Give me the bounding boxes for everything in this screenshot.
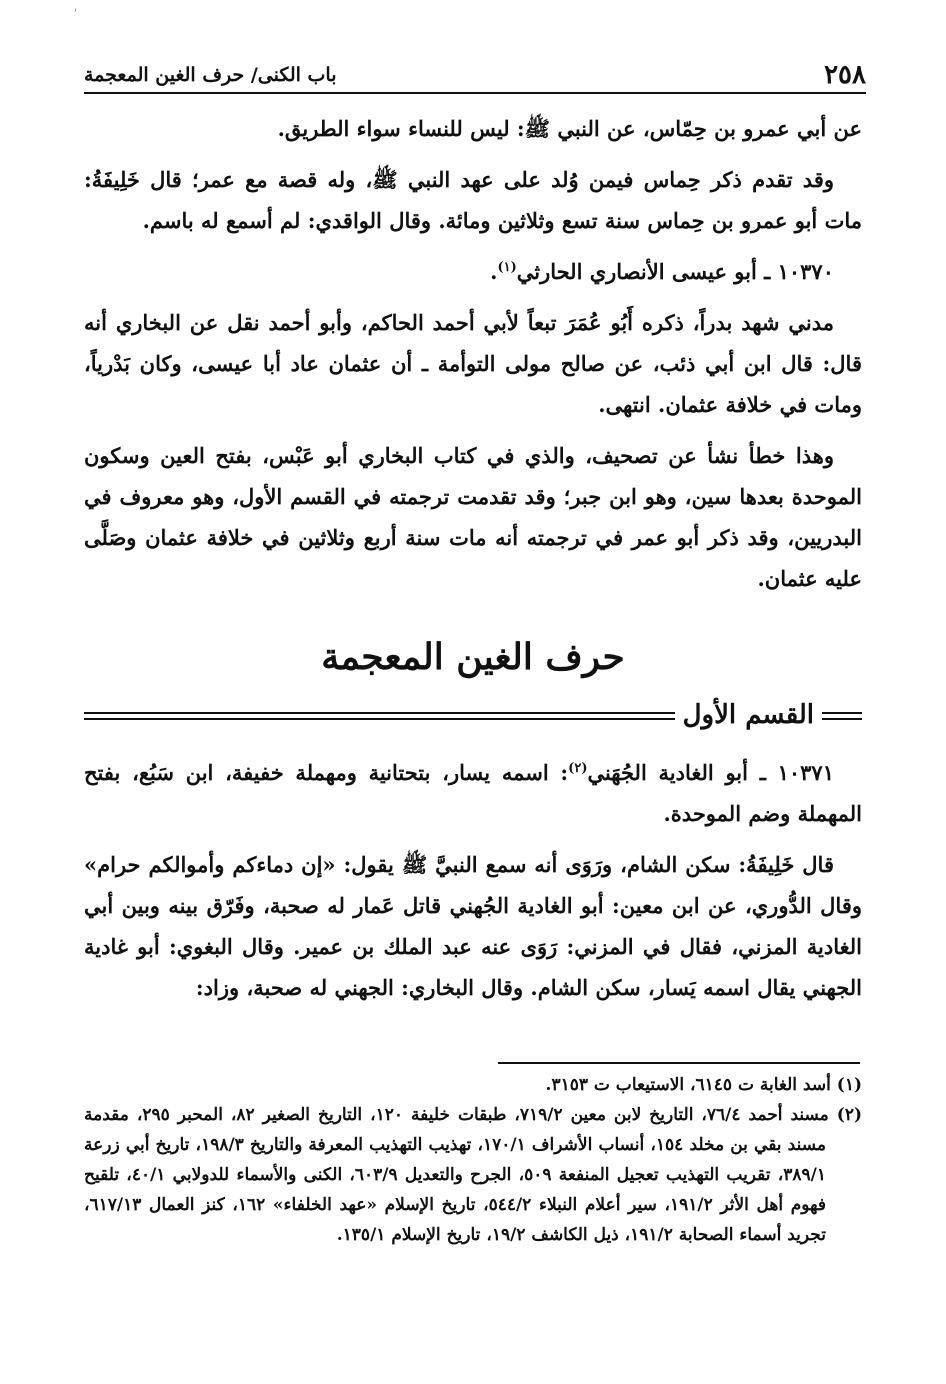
paragraph: وقد تقدم ذكر حِماس فيمن وُلد على عهد النبي ﷺ، وله قصة مع عمر؛ قال خَلِيفَةُ: مات أبو عمرو بن حِماس سنة تسع وثلاثين ومائة. وقال الواقدي: لم أسمع له باسم. <box>84 167 862 233</box>
running-head: باب الكنى/ حرف الغين المعجمة <box>84 64 337 86</box>
main-text <box>84 108 862 1018</box>
entry-title: ١٠٣٧٠ ـ أبو عيسى الأنصاري الحارثي <box>516 259 834 284</box>
entry-heading <box>84 251 862 292</box>
paragraph: وهذا خطأ نشأ عن تصحيف، والذي في كتاب البخاري أبو عَبْس، بفتح العين وسكون الموحدة بعدها سين، وهو ابن جبر؛ وقد تقدمت ترجمته في القسم الأول، وهو معروف في البدريين، وقد ذكر أبو عمر في ترجمته أنه مات سنة أربع وثلاثين في خلافة عثمان وصَلَّى عليه عثمان. <box>84 443 862 591</box>
divider <box>822 712 862 720</box>
letter-title: حرف الغين المعجمة <box>321 636 625 678</box>
section-heading <box>84 695 862 736</box>
corner-mark: ' <box>74 8 77 19</box>
paragraph: عن أبي عمرو بن حِمّاس، عن النبي ﷺ: ليس للنساء سواء الطريق. <box>277 116 862 141</box>
entry-tail: : اسمه يسار، بتحتانية ومهملة خفيفة، ابن سَبُع، بفتح المهملة وضم الموحدة. <box>84 760 862 826</box>
footnote: (٢) مسند أحمد ٧٦/٤، التاريخ لابن معين ٧١٩/٢، طبقات خليفة ١٢٠، التاريخ الصغير ٨٢، المحبر ٢٩٥، مقدمة مسند بقي بن مخلد ١٥٤، أنساب الأشراف ١٧٠/١، تهذيب التهذيب المعرفة والتاريخ ١٩٨/٣، تاريخ أبي زرعة ٣٨٩/١، تقريب التهذيب تعجيل المنفعة ٥٠٩، الجرح والتعديل ٦٠٣/٩، الكنى والأسماء للدولابي ٤٠/١، تلقيح فهوم أهل الأثر ١٩١/٢، سير أعلام النبلاء ٥٤٤/٢، تاريخ الإسلام «عهد الخلفاء» ١٦٢، كنز العمال ٦١٧/١٣، تجريد أسماء الصحابة ١٩١/٢، ذيل الكاشف ١٩/٢، تاريخ الإسلام ١٣٥/١. <box>84 1105 862 1245</box>
footnote-ref: (١) <box>497 260 517 275</box>
footnote: (١) أسد الغابة ت ٦١٤٥، الاستيعاب ت ٣١٥٣. <box>545 1075 862 1095</box>
page-number: ٢٥٨ <box>824 60 866 90</box>
entry-title: ١٠٣٧١ ـ أبو الغادية الجُهَني <box>587 760 834 785</box>
entry-tail: . <box>490 259 498 284</box>
footnote-divider <box>498 1062 860 1064</box>
paragraph: مدني شهد بدراً، ذكره أَبُو عُمَرَ تبعاً لأبي أحمد الحاكم، وأبو أحمد نقل عن البخاري أنه قال: قال ابن أبي ذئب، عن صالح مولى التوأمة ـ أن عثمان عاد أبا عيسى، وكان بَدْرياً، ومات في خلافة عثمان. انتهى. <box>84 310 862 417</box>
entry-paragraph <box>84 752 862 834</box>
divider <box>84 712 675 720</box>
footnotes <box>84 1070 862 1250</box>
paragraph: قال خَلِيفَةُ: سكن الشام، ورَوَى أنه سمع النبيَّ ﷺ يقول: «إن دماءكم وأموالكم حرام» وقال الدُّوري، عن ابن معين: أبو الغادية الجُهني قاتل عَمار له صحبة، وفَرّق بينه وبين أبي الغادية المزني، فقال في المزني: رَوَى عنه عبد الملك بن عمير. وقال البغوي: أبو غادية الجهني يقال اسمه يَسار، سكن الشام. وقال البخاري: الجهني له صحبة، وزاد: <box>84 852 862 1000</box>
footnote-ref: (٢) <box>568 761 588 776</box>
page-header <box>84 58 866 94</box>
section-title: القسم الأول <box>682 700 814 730</box>
